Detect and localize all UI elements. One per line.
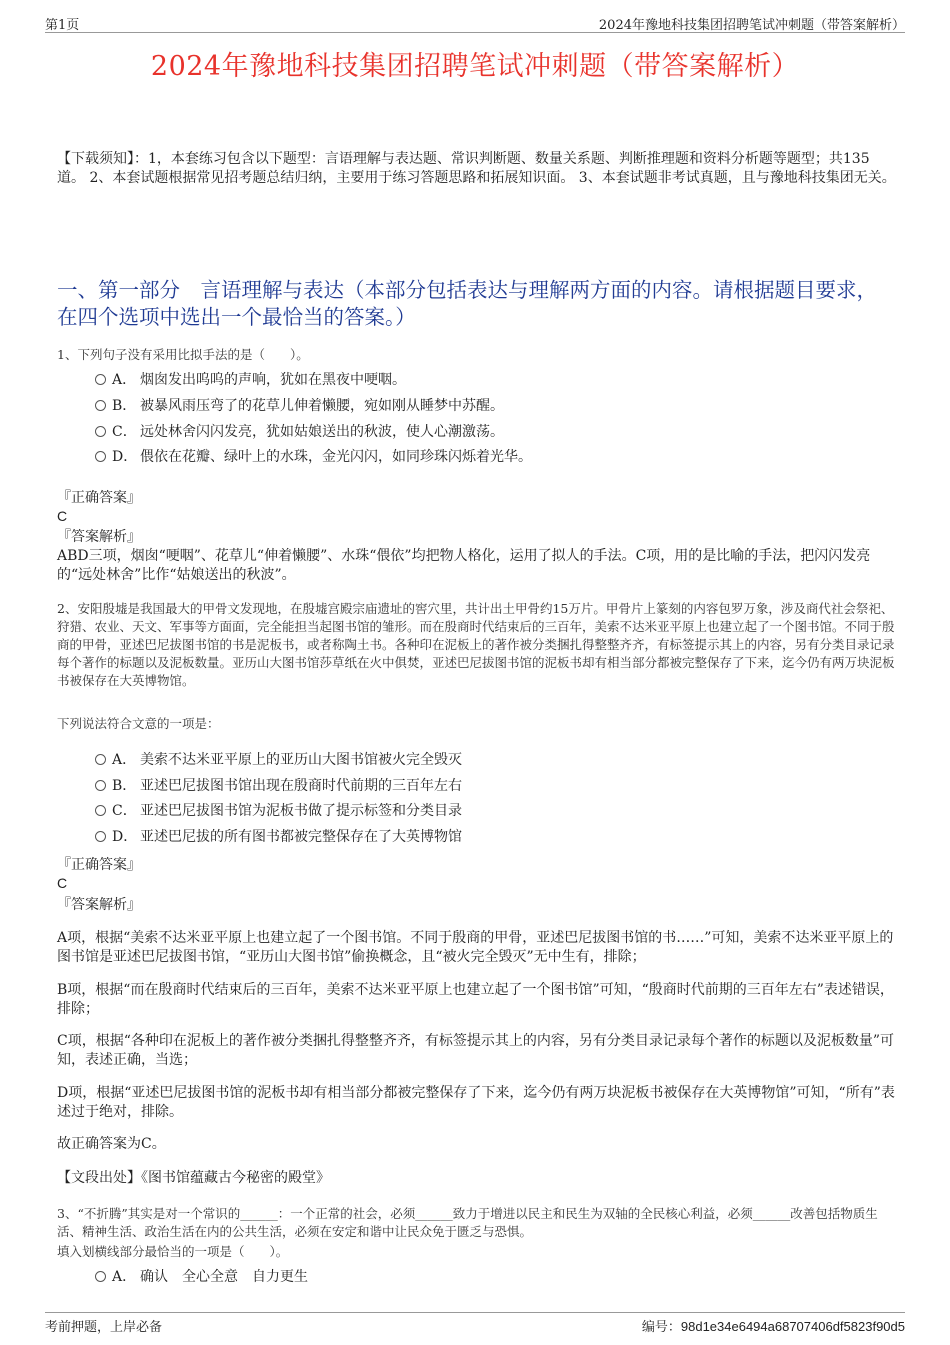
q2-analysis-d: D项，根据“亚述巴尼拔图书馆的泥板书却有相当部分都被完整保存了下来，迄今仍有两万块泥板书被保存在大英博物馆”可知，“所有”表述过于绝对，排除。 xyxy=(57,1085,895,1120)
q2-analysis-label: 『答案解析』 xyxy=(57,897,141,913)
q2-analysis-c: C项，根据“各种印在泥板上的著作被分类捆扎得整整齐齐，有标签提示其上的内容，另有分类目录记录每个著作的标题以及泥板数量”可知，表述正确，当选； xyxy=(57,1033,895,1068)
q2-answer: C xyxy=(57,875,68,891)
q2-option-a[interactable]: A． 美索不达米亚平原上的亚历山大图书馆被火完全毁灭 xyxy=(95,751,462,769)
q2-analysis-a: A项，根据“美索不达米亚平原上也建立起了一个图书馆。不同于殷商的甲骨，亚述巴尼拔图书馆的书……”可知，美索不达米亚平原上的图书馆是亚述巴尼拔图书馆，“亚历山大图书馆”偷换概念，且“被火完全毁灭”无中生有，排除； xyxy=(57,930,894,965)
q1-analysis-label: 『答案解析』 xyxy=(57,529,141,545)
footer-code: 编号：98d1e34e6494a68707406df5823f90d5 xyxy=(641,1319,905,1335)
q2-stem: 下列说法符合文意的一项是： xyxy=(57,716,220,731)
section-heading: 一、第一部分 言语理解与表达（本部分包括表达与理解两方面的内容。请根据题目要求，在四个选项中选出一个最恰当的答案。） xyxy=(57,278,877,329)
q3-stem: 3、“不折腾”其实是对一个常识的______：一个正常的社会，必须______致力于增进以民主和民生为双轴的全民核心利益，必须______改善包括物质生活、精神生活、政治生活在内的公共生活，必须在安定和谐中让民众免于匮乏与恐惧。 xyxy=(57,1206,878,1239)
page-header xyxy=(45,14,905,33)
q1-option-a[interactable]: A． 烟囱发出呜呜的声响，犹如在黑夜中哽咽。 xyxy=(95,371,406,389)
radio-icon[interactable] xyxy=(95,831,106,842)
q2-source: 【文段出处】《图书馆蕴藏古今秘密的殿堂》 xyxy=(57,1170,330,1186)
page-number: 第1页 xyxy=(45,18,80,33)
q1-stem: 1、下列句子没有采用比拟手法的是（ ）。 xyxy=(57,347,309,362)
q2-conclusion: 故正确答案为C。 xyxy=(57,1136,166,1152)
footer-slogan: 考前押题，上岸必备 xyxy=(45,1320,163,1335)
q2-option-d[interactable]: D． 亚述巴尼拔的所有图书都被完整保存在了大英博物馆 xyxy=(95,828,462,846)
radio-icon[interactable] xyxy=(95,1271,106,1282)
page-title: 2024年豫地科技集团招聘笔试冲刺题（带答案解析） xyxy=(150,51,800,82)
page-footer xyxy=(45,1312,905,1334)
radio-icon[interactable] xyxy=(95,754,106,765)
q2-passage: 2、安阳殷墟是我国最大的甲骨文发现地，在殷墟宫殿宗庙遗址的窖穴里，共计出土甲骨约15万片。甲骨片上篆刻的内容包罗万象，涉及商代社会祭祀、狩猎、农业、天文、军事等方面面，完全能担当起图书馆的雏形。而在殷商时代结束后的三百年，美索不达米亚平原上也建立起了一个图书馆。不同于殷商的甲骨，亚述巴尼拔图书馆的书是泥板书，或者称陶土书。各种印在泥板上的著作被分类捆扎得整整齐齐，有标签提示其上的内容，另有分类目录记录每个著作的标题以及泥板数量。亚历山大图书馆莎草纸在火中俱焚，亚述巴尼拔图书馆的泥板书却有相当部分都被完整保存了下来，迄今仍有两万块泥板书被保存在大英博物馆。 xyxy=(57,601,895,688)
q1-answer-label: 『正确答案』 xyxy=(57,490,141,506)
q3-option-a[interactable]: A． 确认 全心全意 自力更生 xyxy=(95,1268,308,1286)
radio-icon[interactable] xyxy=(95,374,106,385)
q1-analysis: ABD三项，烟囱“哽咽”、花草儿“伸着懒腰”、水珠“偎依”均把物人格化，运用了拟人的手法。C项，用的是比喻的手法，把闪闪发亮的“远处林舍”比作“姑娘送出的秋波”。 xyxy=(57,548,871,583)
download-note: 【下载须知】：1，本套练习包含以下题型：言语理解与表达题、常识判断题、数量关系题、判断推理题和资料分析题等题型；共135道。 2、本套试题根据常见招考题总结归纳，主要用于练习答题思路和拓展知识面。 3、本套试题非考试真题，且与豫地科技集团无关。 xyxy=(57,151,896,186)
q2-option-c[interactable]: C． 亚述巴尼拔图书馆为泥板书做了提示标签和分类目录 xyxy=(95,802,462,820)
q1-option-c[interactable]: C． 远处林舍闪闪发亮，犹如姑娘送出的秋波，使人心潮激荡。 xyxy=(95,423,504,441)
radio-icon[interactable] xyxy=(95,426,106,437)
q3-instruction: 填入划横线部分最恰当的一项是（ ）。 xyxy=(57,1244,289,1259)
q1-answer: C xyxy=(57,508,68,524)
radio-icon[interactable] xyxy=(95,400,106,411)
radio-icon[interactable] xyxy=(95,780,106,791)
q2-answer-label: 『正确答案』 xyxy=(57,857,141,873)
header-doc-title: 2024年豫地科技集团招聘笔试冲刺题（带答案解析） xyxy=(598,18,905,33)
q2-analysis-b: B项，根据“而在殷商时代结束后的三百年，美索不达米亚平原上也建立起了一个图书馆”可知，“殷商时代前期的三百年左右”表述错误，排除； xyxy=(57,982,894,1017)
q2-option-b[interactable]: B． 亚述巴尼拔图书馆出现在殷商时代前期的三百年左右 xyxy=(95,777,462,795)
q1-option-d[interactable]: D． 偎依在花瓣、绿叶上的水珠，金光闪闪，如同珍珠闪烁着光华。 xyxy=(95,448,532,466)
radio-icon[interactable] xyxy=(95,451,106,462)
q1-option-b[interactable]: B． 被暴风雨压弯了的花草儿伸着懒腰，宛如刚从睡梦中苏醒。 xyxy=(95,397,504,415)
radio-icon[interactable] xyxy=(95,805,106,816)
